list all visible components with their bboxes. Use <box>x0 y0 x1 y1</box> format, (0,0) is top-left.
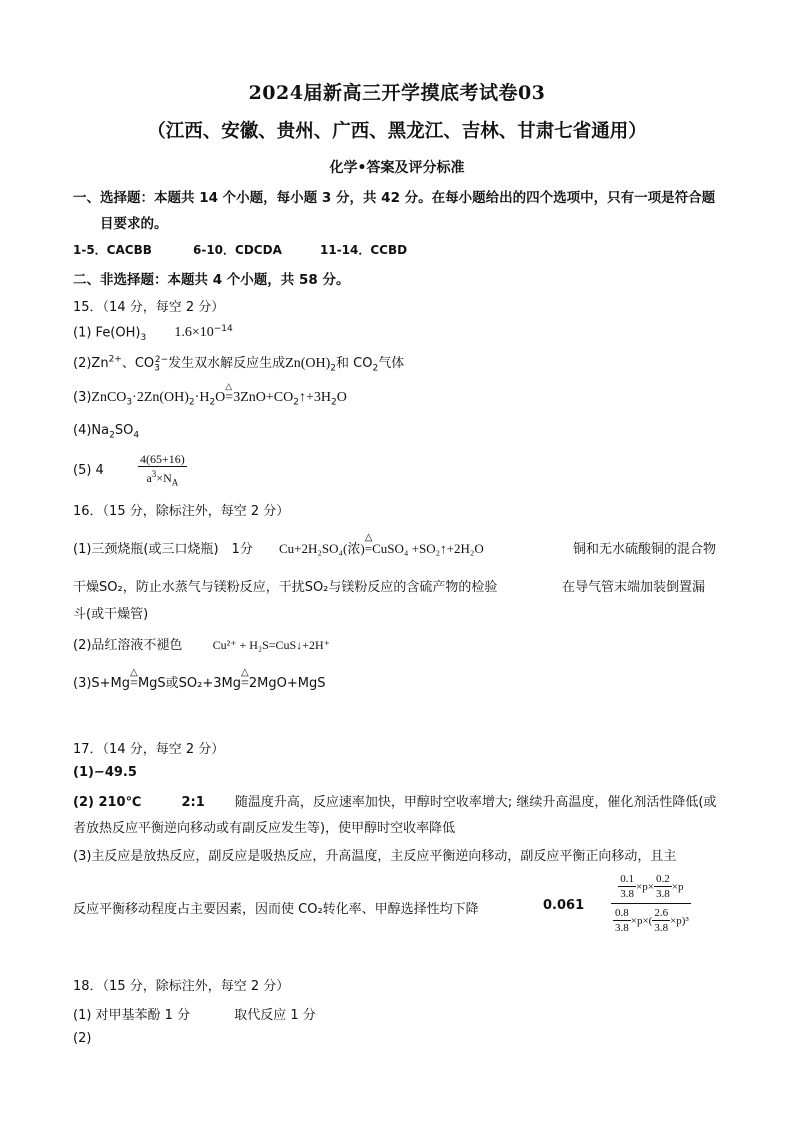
q16-p1-b: 铜和无水硫酸铜的混合物 <box>573 542 717 557</box>
q16-p1-line2: 干燥SO₂，防止水蒸气与镁粉反应，干扰SO₂与镁粉反应的含硫产物的检验 <box>73 580 498 595</box>
q16-p1-eq: Cu+2H₂SO₄(浓) <box>278 541 365 556</box>
q15-p1-exp: −14 <box>213 324 233 334</box>
q16-p1-a: (1)三颈烧瓶(或三口烧瓶) 1分 <box>73 542 253 557</box>
q15-p2-a: (2)Zn <box>73 356 109 371</box>
q17-p2-b: 2:1 <box>181 795 205 810</box>
q17-p2-a: (2) 210℃ <box>73 795 142 810</box>
q15-p2-sup: 2+ <box>108 354 122 365</box>
q15-p3-eq-f: ↑+3H <box>298 390 331 405</box>
q18-head: 18．（15 分，除标注外，每空 2 分） <box>73 979 290 994</box>
q15-p1-value: 1.6×10 <box>174 325 214 341</box>
q16-p2-a: (2)品红溶液不褪色 <box>73 638 183 653</box>
q15-p3-eq-b: ·2Zn(OH) <box>132 390 189 405</box>
q15-head: 15．（14 分，每空 2 分） <box>73 300 225 315</box>
q17-kp-expression <box>611 872 691 935</box>
kp-denominator: $\frac{0.8}{3.8}$ ×p×( $\frac{2.6}{3.8}$ ×p)³ <box>615 907 689 934</box>
q18-part2: (2) <box>73 1031 92 1046</box>
q16-head: 16．（15 分，除标注外，每空 2 分） <box>73 504 290 519</box>
q17-p2-c: 随温度升高，反应速率加快，甲醇时空收率增大; 继续升高温度，催化剂活性降低(或 <box>234 795 717 810</box>
q15-part2: $(2)Zn^{2+}$、$CO_3^{2-}$发生双水解反应生成$Zn(OH)_2$和 $CO_2$气体 <box>73 354 405 374</box>
q15-part3: $(3)ZnCO_3\cdot 2Zn(OH)_2\cdot H_2O=$ △ $3ZnO+CO_2↑+3H_2O$ <box>73 381 347 408</box>
page-subtitle: （江西、安徽、贵州、广西、黑龙江、吉林、甘肃七省通用） <box>147 121 647 142</box>
q18-part1 <box>73 1004 316 1023</box>
q15-p2-f: 气体 <box>378 356 405 371</box>
q15-part1 <box>73 324 233 343</box>
q16-part1: (1)三颈烧瓶(或三口烧瓶) 1分 Cu+2H₂SO₄(浓)= △ CuSO₄ +SO₂↑+2H₂O <box>73 532 484 557</box>
q15-part5 <box>73 452 187 489</box>
q15-p4-a: (4)Na <box>73 423 110 438</box>
answers-1-5: 1-5．CACBB <box>73 243 152 257</box>
q15-p4-b: SO <box>114 423 134 438</box>
q16-p3-b: MgS或SO₂+3Mg <box>137 676 241 691</box>
q15-p2-e: 和 CO <box>336 356 373 371</box>
q16-p3-a: (3)S+Mg <box>73 676 131 691</box>
kp-numerator: $\frac{0.1}{3.8}$ ×p × $\frac{0.2}{3.8}$ ×p <box>611 872 691 904</box>
q16-p3-c: 2MgO+MgS <box>248 676 326 691</box>
heat-symbol: △ <box>225 381 233 391</box>
q16-p1-eq2: CuSO₄ +SO₂↑+2H₂O <box>372 541 484 556</box>
q18-p1-b: 取代反应 1 分 <box>234 1008 316 1023</box>
q16-p1-line2b: 在导气管末端加装倒置漏 <box>562 580 706 595</box>
q15-p3-label: (3) <box>73 390 92 405</box>
q15-p3-equals: = △ <box>225 381 234 405</box>
section1-title-cont: 目要求的。 <box>100 216 168 232</box>
q15-p3-eq-e: 3ZnO+CO <box>233 390 294 405</box>
answers-6-10: 6-10．CDCDA <box>193 243 282 257</box>
q15-p1-label: (1) Fe(OH) <box>73 325 141 341</box>
q18-p1-a: (1) 对甲基苯酚 1 分 <box>73 1008 191 1023</box>
q16-part2 <box>73 634 330 653</box>
page-title: 2024届新高三开学摸底考试卷03 <box>248 82 546 104</box>
q15-p2-d: Zn(OH) <box>285 356 331 371</box>
q17-part1: (1)−49.5 <box>73 765 137 780</box>
q15-p3-eq-a: ZnCO <box>91 390 127 405</box>
q17-p3-line2: 反应平衡移动程度占主要因素，因而使 CO₂转化率、甲醇选择性均下降 <box>73 902 479 917</box>
q15-p1-sub: 3 <box>140 332 147 343</box>
q17-p2-line2: 者放热反应平衡逆向移动或有副反应发生等)，使甲醇时空收率降低 <box>73 821 456 836</box>
q16-p1-line3: 斗(或干燥管) <box>73 607 149 622</box>
q15-p5-numerator: 4(65+16) <box>139 452 185 466</box>
q15-p3-eq-c: ·H <box>194 390 210 405</box>
section2-title: 二、非选择题：本题共 4 个小题，共 58 分。 <box>73 272 350 288</box>
answers-11-14: 11-14．CCBD <box>320 243 408 257</box>
q16-p2-eq: Cu²⁺ + H₂S=CuS↓+2H⁺ <box>212 638 331 652</box>
q17-p3-value: 0.061 <box>543 898 585 913</box>
q17-p3-line1: (3)主反应是放热反应，副反应是吸热反应，升高温度，主反应平衡逆向移动，副反应平衡正向移动，且主 <box>73 849 677 864</box>
q17-part2 <box>73 791 717 810</box>
q15-p5-fraction <box>138 452 187 489</box>
q16-part3: (3)S+Mg= △ MgS或SO₂+3Mg= △ 2MgO+MgS <box>73 667 326 691</box>
q15-p2-b: 、CO <box>121 356 155 371</box>
q15-part4: $(4)Na_2SO_4$ <box>73 423 140 441</box>
answer-heading: 化学•答案及评分标准 <box>329 160 465 176</box>
q15-p2-c: 发生双水解反应生成 <box>168 356 286 371</box>
q15-p3-eq-g: O <box>336 390 347 405</box>
section1-title: 一、选择题：本题共 14 个小题，每小题 3 分，共 42 分。在每小题给出的四个选项中，只有一项是符合题 <box>73 190 716 206</box>
q15-p3-eq-d: O <box>215 390 226 405</box>
q15-p5-denominator: $a^3\times N_A$ <box>146 469 179 488</box>
q15-p5-label: (5) 4 <box>73 463 104 479</box>
q17-head: 17．（14 分，每空 2 分） <box>73 742 225 757</box>
